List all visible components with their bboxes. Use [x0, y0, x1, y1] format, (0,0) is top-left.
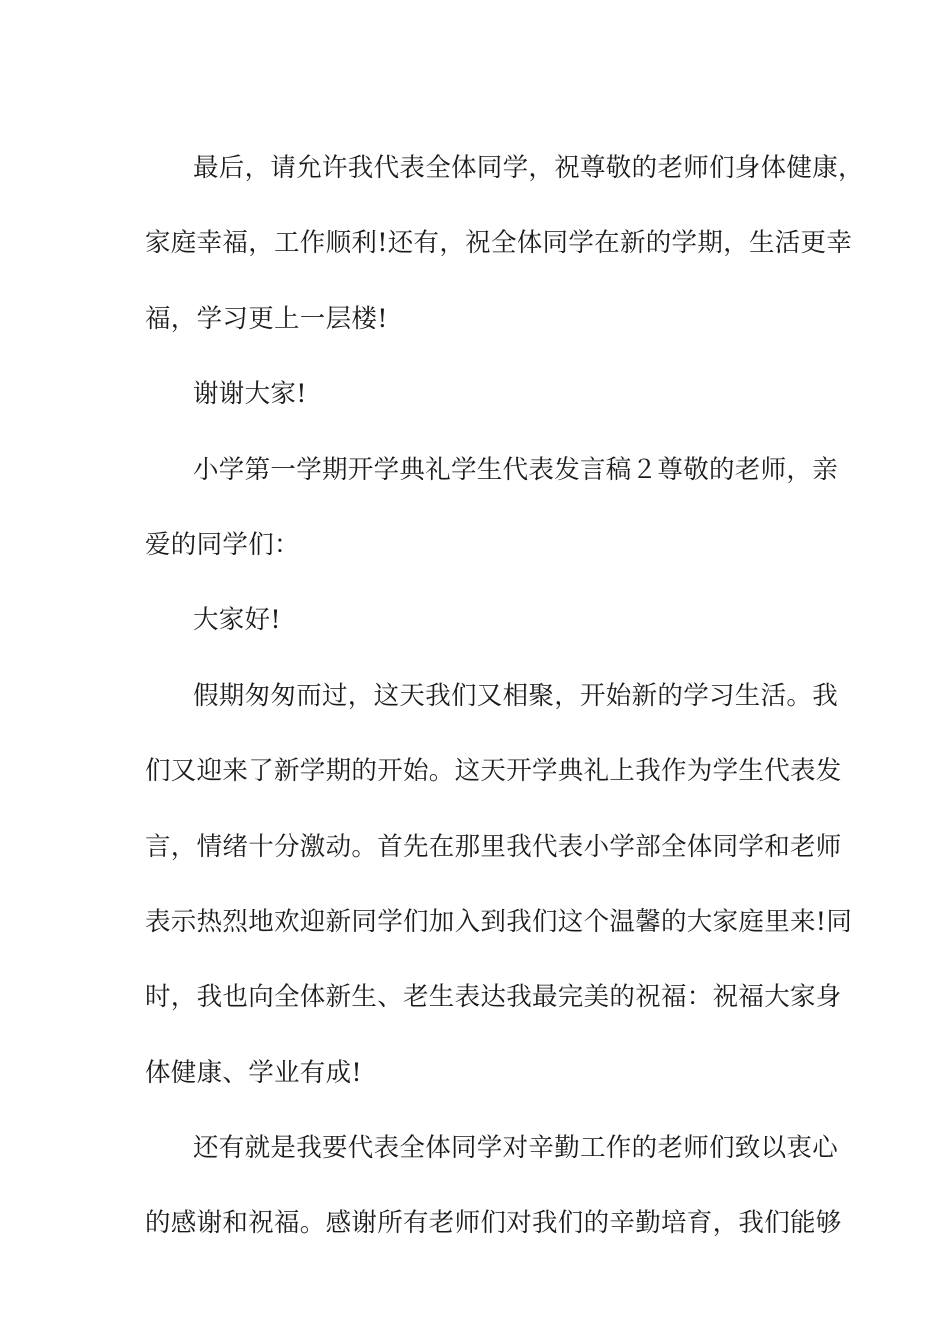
text-line: 还有就是我要代表全体同学对辛勤工作的老师们致以衷心	[193, 1133, 839, 1164]
paragraph-teacher-thanks	[145, 1111, 842, 1262]
text-line: 体健康、学业有成!	[145, 1057, 362, 1088]
paragraph-thanks	[145, 357, 825, 432]
text-line: 言，情绪十分激动。首先在那里我代表小学部全体同学和老师	[145, 831, 842, 862]
paragraph-new-semester	[145, 659, 853, 1111]
text-line: 爱的同学们：	[145, 529, 300, 560]
text-line: 家庭幸福，工作顺利!还有，祝全体同学在新的学期，生活更幸	[145, 228, 853, 259]
text-line: 假期匆匆而过，这天我们又相聚，开始新的学习生活。我	[193, 680, 839, 711]
document-body	[145, 131, 864, 1262]
text-line: 们又迎来了新学期的开始。这天开学典礼上我作为学生代表发	[145, 756, 842, 787]
text-line: 最后，请允许我代表全体同学，祝尊敬的老师们身体健康，	[193, 153, 864, 183]
paragraph-closing-wishes	[145, 131, 864, 357]
text-line: 表示热烈地欢迎新同学们加入到我们这个温馨的大家庭里来!同	[145, 906, 853, 937]
paragraph-speech-title	[145, 433, 839, 584]
text-line: 小学第一学期开学典礼学生代表发言稿２尊敬的老师，亲	[193, 454, 839, 485]
text-line: 福，学习更上一层楼!	[145, 303, 388, 334]
paragraph-greeting	[145, 583, 825, 658]
text-line: 谢谢大家!	[193, 379, 307, 410]
text-line: 大家好!	[193, 605, 281, 636]
text-line: 的感谢和祝福。感谢所有老师们对我们的辛勤培育，我们能够	[145, 1208, 842, 1239]
text-line: 时，我也向全体新生、老生表达我最完美的祝福：祝福大家身	[145, 982, 842, 1013]
